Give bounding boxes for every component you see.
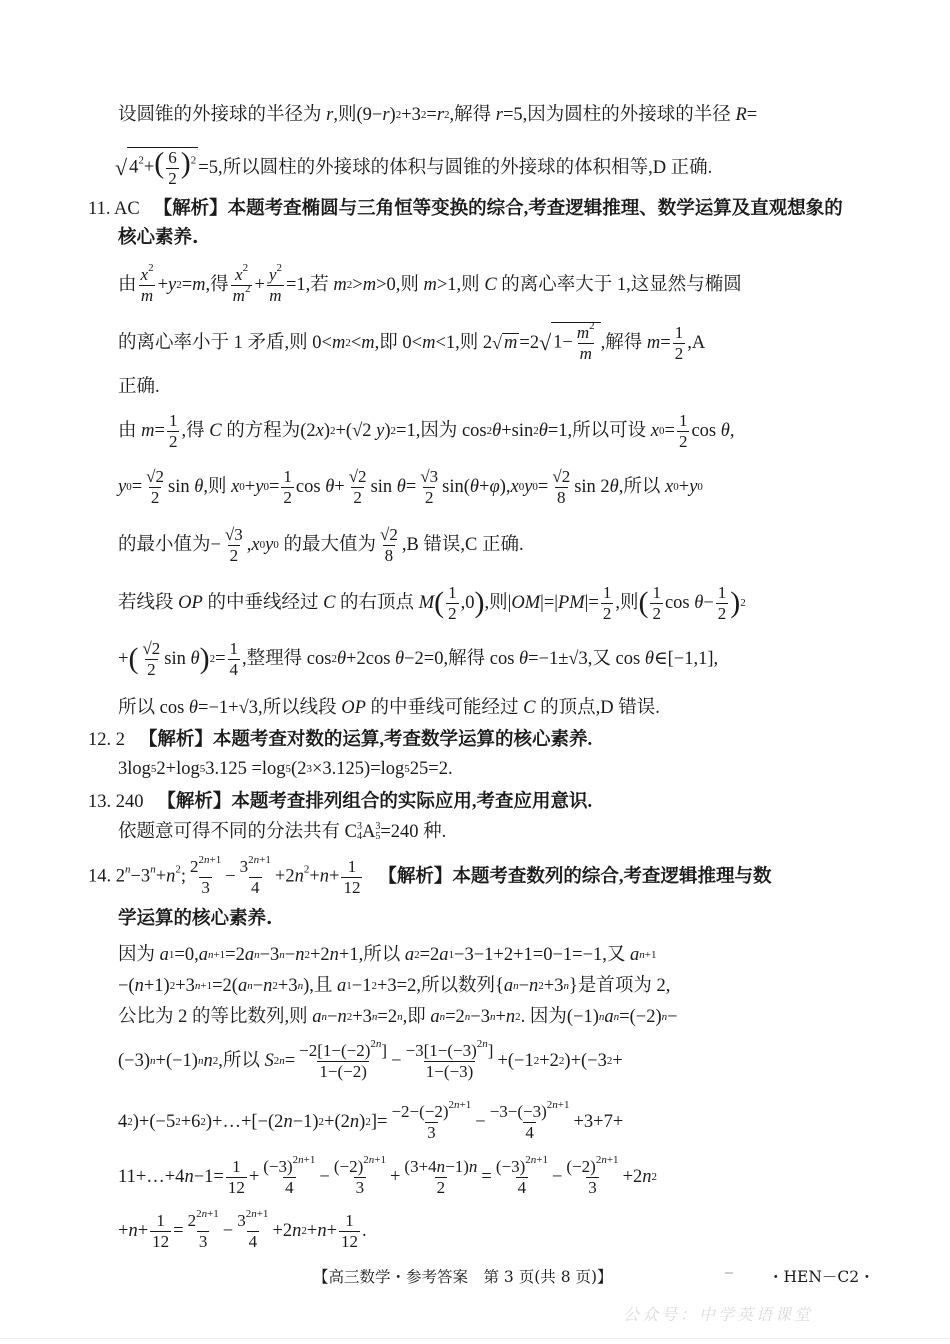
text-line-6: 的离心率小于 1 矛盾,则 0< m 2 < m ,即 0< m <1,则 2 √ m =2 √ 1− $\frac{m^2}{m}$ ,解得 m = $\frac{1}{2}$ ,A: [118, 320, 706, 363]
text-line-5: 由 $\frac{x^2}{m}$ + y 2 = m ,得 $\frac{x^2}{m^2}$ + $\frac{y^2}{m}$ =1,若 m 2 > m >0,则 m >1,则 C 的离心率大于 1,这显然与椭圆: [118, 261, 742, 305]
text-line-21: −( n +1) 2 +3 n+1 =2( a n − n 2 +3 n ),且 a 1 −1 2 +3=2,所以数列{ a n − n 2 +3 n }是首项为 2,: [118, 976, 671, 996]
watermark: 公众号：中学英语课堂: [623, 1305, 814, 1324]
text-line-23: (−3) n +(−1) n n 2 ,所以 S 2n = $\frac{-2[1-(-2)^{2n}]}{1-(-2)}$ − $\frac{-3[1-(-3)^{2n}]}{1-(-3)}$ +(−1 2 +2 2 )+(−3 2 +: [118, 1037, 623, 1081]
text-line-15: 3log 5 2+log 5 3.125 =log 5 (2 3 ×3.125)=log 5 25=2.: [118, 759, 453, 779]
question-12-header: [88, 731, 592, 750]
question-14-header-cont: 学运算的核心素养.: [118, 908, 273, 929]
text-line-25: 11+…+4 n −1= $\frac{1}{12}$ + $\frac{(-3)^{2n+1}}{4}$ − $\frac{(-2)^{2n+1}}{3}$ + $\frac{(3+4n-1)n}{2}$ = $\frac{(-3)^{2n+1}}{4}$ − $\frac{(-2)^{2n+1}}{3}$ +2 n 2: [118, 1153, 657, 1197]
question-12-answer: 12. 2: [88, 730, 125, 750]
question-13-header: [88, 793, 592, 812]
divider: [0, 1338, 950, 1339]
text-line-11: 若线段 OP 的中垂线经过 C 的右顶点 M ( $\frac{1}{2}$ ,0 ) ,则| OM |=| PM |= $\frac{1}{2}$ ,则 ( $\frac{1}{2}$ cos θ − $\frac{1}{2}$ ) 2: [118, 582, 746, 623]
question-11-header-cont: 核心素养.: [118, 227, 199, 248]
scan-speck: [725, 1272, 733, 1274]
analysis-heading: 【解析】本题考查数列的综合,考查逻辑推理与数: [378, 866, 772, 887]
analysis-heading: 【解析】本题考查椭圆与三角恒等变换的综合,考查逻辑推理、数学运算及直观想象的: [153, 199, 843, 219]
analysis-heading: 【解析】本题考查对数的运算,考查数学运算的核心素养.: [138, 730, 593, 750]
question-13-answer: 13. 240: [88, 792, 144, 812]
text-line-12: + ( $\frac{√2}{2}$ sin θ ) 2 = $\frac{1}{4}$ ,整理得 cos 2 θ +2cos θ −2=0,解得 cos θ =−1±√3,又 cos θ ∈[−1,1],: [118, 638, 719, 679]
question-14-answer: 14. $2^n-3^n+n^2$; $\frac{2^{2n+1}}{3}$ − $\frac{3^{2n+1}}{4}$ $+2n^2+n+$ $\frac{1}{12}$: [88, 853, 361, 897]
text-line-26: + n + $\frac{1}{12}$ = $\frac{2^{2n+1}}{3}$ − $\frac{3^{2n+1}}{4}$ +2 n 2 + n + $\frac{1}{12}$ .: [118, 1207, 367, 1251]
question-11-header: [88, 200, 843, 219]
text-line-13: 所以 cos θ =−1+√3,所以线段 OP 的中垂线可能经过 C 的顶点,D 错误.: [118, 698, 660, 718]
text-line-10: 的最小值为− $\frac{√3}{2}$ , x 0 y 0 的最大值为 $\frac{√2}{8}$ ,B 错误,C 正确.: [118, 524, 524, 565]
question-11-answer: 11. AC: [88, 199, 140, 219]
page-footer-title: 【高三数学・参考答案 第 3 页(共 8 页)】: [313, 1268, 613, 1286]
question-14-header: [88, 853, 772, 898]
text-line-1: 设圆锥的外接球的半径为 r ,则(9− r ) 2 +3 2 = r 2 ,解得 r =5,因为圆柱的外接球的半径 R =: [118, 105, 758, 125]
text-line-24: 4 2 )+(−5 2 +6 2 )+…+[−(2 n −1) 2 +(2 n ) 2 ]= $\frac{-2-(-2)^{2n+1}}{3}$ − $\frac{-3-(-3)^{2n+1}}{4}$ +3+7+: [118, 1098, 624, 1142]
text-line-2: √ $4^2+$( $\frac{6}{2}$ )$^2$ =5,所以圆柱的外接球的体积与圆锥的外接球的体积相等,D 正确.: [115, 146, 713, 188]
text-line-8: 由 m = $\frac{1}{2}$ ,得 C 的方程为(2 x ) 2 +(√2 y ) 2 =1,因为 cos 2 θ +sin 2 θ =1,所以可设 x 0 = $\frac{1}{2}$ cos θ ,: [118, 410, 735, 451]
text-line-7: 正确.: [118, 377, 160, 397]
text-line-20: 因为 a 1 =0, a n+1 =2 a n −3 n − n 2 +2 n +1,所以 a 2 =2 a 1 −3−1+2+1=0−1=−1,又 a n+1: [118, 945, 657, 965]
text-line-22: 公比为 2 的等比数列,则 a n − n 2 +3 n =2 n ,即 a n =2 n −3 n + n 2 . 因为(−1) n a n =(−2) n −: [118, 1007, 678, 1027]
page-footer-code: ・HEN－C2・: [768, 1268, 875, 1286]
analysis-heading: 【解析】本题考查排列组合的实际应用,考查应用意识.: [157, 792, 593, 812]
text-line-17: 依题意可得不同的分法共有 C 3 4 A 3 5 =240 种.: [118, 821, 447, 842]
text-line-9: y 0 = $\frac{√2}{2}$ sin θ ,则 x 0 + y 0 = $\frac{1}{2}$ cos θ + $\frac{√2}{2}$ sin θ = $\frac{√3}{2}$ sin( θ + φ ), x 0 y 0 = $\frac{√2}{8}$ sin 2 θ ,所以 x 0 + y 0: [118, 466, 703, 507]
